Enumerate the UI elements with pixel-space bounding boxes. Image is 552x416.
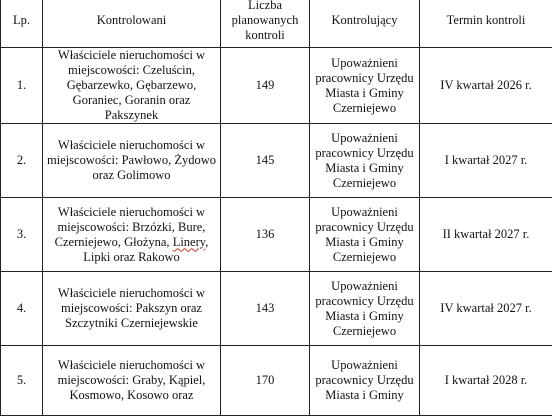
controlled-parties: Właściciele nieruchomości w miejscowości: Pawłowo, Żydowo oraz Golimowo	[43, 124, 221, 198]
controlled-parties: Właściciele nieruchomości w miejscowości: Czeluścin, Gębarzewko, Gębarzewo, Goraniec, Goranin oraz Pakszynek	[43, 48, 221, 124]
controlled-parties: Właściciele nieruchomości w miejscowości: Graby, Kąpiel, Kosmowo, Kosowo oraz	[43, 346, 221, 416]
row-number: 1.	[1, 48, 43, 124]
planned-count: 136	[221, 198, 310, 272]
inspectors: Upoważnieni pracownicy Urzędu Miasta i Gminy Czerniejewo	[310, 198, 420, 272]
row-number: 3.	[1, 198, 43, 272]
row-number: 5.	[1, 346, 43, 416]
planned-count: 145	[221, 124, 310, 198]
table-row	[1, 124, 552, 198]
planned-count: 170	[221, 346, 310, 416]
row-number: 2.	[1, 124, 43, 198]
inspection-term: I kwartał 2027 r.	[420, 124, 552, 198]
spellcheck-marked-word: Linery	[173, 235, 206, 249]
table-row	[1, 48, 552, 124]
header-controlled: Kontrolowani	[43, 0, 221, 48]
table-row	[1, 198, 552, 272]
inspectors: Upoważnieni pracownicy Urzędu Miasta i Gminy Czerniejewo	[310, 272, 420, 346]
controlled-parties	[43, 198, 221, 272]
header-lp: Lp.	[1, 0, 43, 48]
inspection-term: I kwartał 2028 r.	[420, 346, 552, 416]
controlled-parties: Właściciele nieruchomości w miejscowości: Pakszyn oraz Szczytniki Czerniejewskie	[43, 272, 221, 346]
planned-count: 149	[221, 48, 310, 124]
header-inspectors: Kontrolujący	[310, 0, 420, 48]
inspection-term: II kwartał 2027 r.	[420, 198, 552, 272]
inspectors: Upoważnieni pracownicy Urzędu Miasta i Gminy Czerniejewo	[310, 48, 420, 124]
header-planned-count: Liczba planowanych kontroli	[221, 0, 310, 48]
controlled-text-after: , Lipki oraz Rakowo	[83, 235, 208, 264]
controlled-text-before: Właściciele nieruchomości w miejscowości: Brzózki, Bure, Czerniejewo, Głożyna,	[55, 205, 206, 249]
table-row	[1, 272, 552, 346]
inspection-term: IV kwartał 2027 r.	[420, 272, 552, 346]
row-number: 4.	[1, 272, 43, 346]
table-header-row	[1, 0, 552, 48]
inspectors: Upoważnieni pracownicy Urzędu Miasta i Gminy Czerniejewo	[310, 124, 420, 198]
inspection-term: IV kwartał 2026 r.	[420, 48, 552, 124]
inspectors: Upoważnieni pracownicy Urzędu Miasta i Gminy	[310, 346, 420, 416]
header-term: Termin kontroli	[420, 0, 552, 48]
table-row	[1, 346, 552, 416]
planned-count: 143	[221, 272, 310, 346]
